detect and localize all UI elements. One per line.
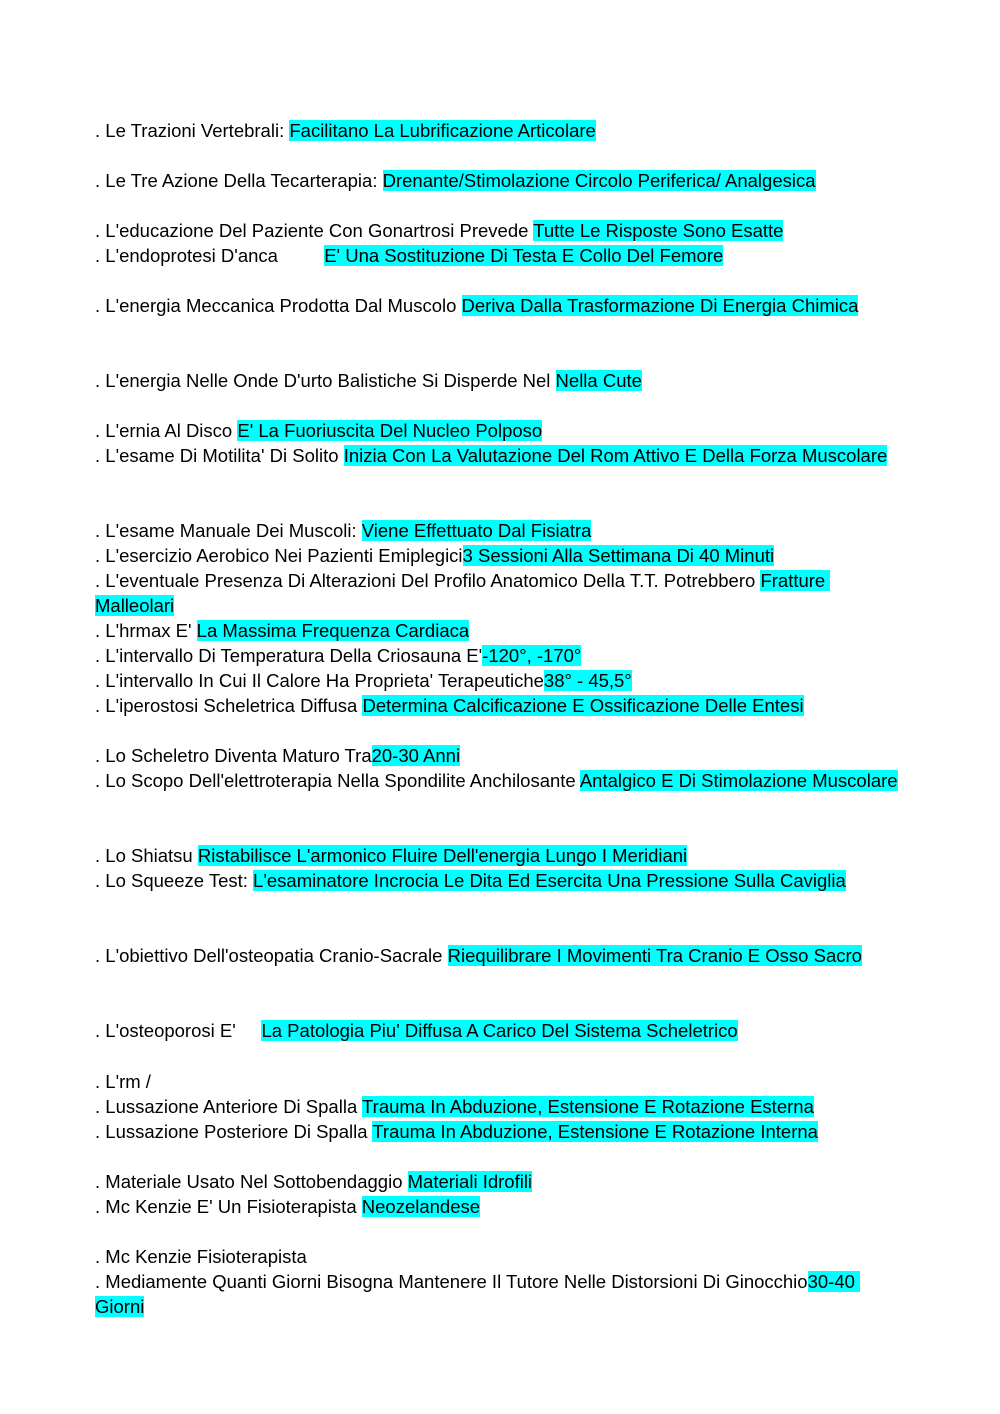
question-text: . L'esercizio Aerobico Nei Pazienti Emiplegici	[95, 545, 463, 566]
answer-highlight: Facilitano La Lubrificazione Articolare	[289, 120, 596, 141]
answer-highlight: Viene Effettuato Dal Fisiatra	[361, 520, 592, 541]
entry-sottobendaggio	[95, 1169, 905, 1194]
entry-calore-terapeutico	[95, 668, 905, 693]
entry-scheletro-maturo	[95, 743, 905, 768]
entry-esame-manuale	[95, 518, 905, 543]
question-text: . L'esame Manuale Dei Muscoli:	[95, 520, 362, 541]
answer-highlight: Fratture Malleolari	[95, 570, 831, 616]
answer-highlight: Trauma In Abduzione, Estensione E Rotazione Interna	[372, 1121, 818, 1142]
answer-highlight: Trauma In Abduzione, Estensione E Rotazione Esterna	[362, 1096, 814, 1117]
entry-squeeze-test	[95, 868, 905, 893]
question-text: . L'intervallo In Cui Il Calore Ha Proprieta' Terapeutiche	[95, 670, 544, 691]
answer-highlight: Ristabilisce L'armonico Fluire Dell'energia Lungo I Meridiani	[197, 845, 688, 866]
answer-highlight: Drenante/Stimolazione Circolo Periferica/ Analgesica	[382, 170, 816, 191]
entry-criosauna	[95, 643, 905, 668]
question-text: . L'osteoporosi E'	[95, 1020, 262, 1041]
entry-osteoporosi	[95, 1018, 905, 1043]
answer-highlight: L'esaminatore Incrocia Le Dita Ed Esercita Una Pressione Sulla Caviglia	[253, 870, 846, 891]
question-text: . Mc Kenzie Fisioterapista	[95, 1246, 307, 1267]
entry-hrmax	[95, 618, 905, 643]
answer-highlight: Materiali Idrofili	[407, 1171, 533, 1192]
question-text: . Lussazione Posteriore Di Spalla	[95, 1121, 373, 1142]
answer-highlight: Neozelandese	[361, 1196, 481, 1217]
question-text: . Le Trazioni Vertebrali:	[95, 120, 290, 141]
question-text: . Lo Scheletro Diventa Maturo Tra	[95, 745, 372, 766]
entry-tutore-ginocchio	[95, 1269, 905, 1319]
entry-osteopatia-cranio-sacrale	[95, 943, 905, 968]
answer-highlight: -120°, -170°	[482, 645, 582, 666]
entry-profilo-anatomico	[95, 568, 905, 618]
question-text: . L'obiettivo Dell'osteopatia Cranio-Sacrale	[95, 945, 448, 966]
entry-esame-motilita	[95, 443, 905, 468]
question-text: . Lo Squeeze Test:	[95, 870, 254, 891]
entry-lussazione-anteriore	[95, 1094, 905, 1119]
question-text: . L'rm /	[95, 1071, 151, 1092]
question-text: . L'eventuale Presenza Di Alterazioni Del Profilo Anatomico Della T.T. Potrebbero	[95, 570, 761, 591]
entry-tecarterapia	[95, 168, 905, 193]
answer-highlight: 3 Sessioni Alla Settimana Di 40 Minuti	[462, 545, 775, 566]
question-text: . L'energia Nelle Onde D'urto Balistiche Si Disperde Nel	[95, 370, 556, 391]
question-text: . Mediamente Quanti Giorni Bisogna Mantenere Il Tutore Nelle Distorsioni Di Ginocchio	[95, 1271, 808, 1292]
entry-mc-kenzie	[95, 1244, 905, 1269]
question-text: . Le Tre Azione Della Tecarterapia:	[95, 170, 383, 191]
answer-highlight: Determina Calcificazione E Ossificazione Delle Entesi	[362, 695, 804, 716]
answer-highlight: Nella Cute	[555, 370, 642, 391]
question-text: . L'esame Di Motilita' Di Solito	[95, 445, 344, 466]
entry-endoprotesi-anca	[95, 243, 905, 268]
answer-highlight: La Patologia Piu' Diffusa A Carico Del Sistema Scheletrico	[261, 1020, 738, 1041]
entry-lussazione-posteriore	[95, 1119, 905, 1144]
entry-trazioni-vertebrali	[95, 118, 905, 143]
question-text: . L'energia Meccanica Prodotta Dal Muscolo	[95, 295, 462, 316]
answer-highlight: 38° - 45,5°	[543, 670, 632, 691]
question-text: . L'endoprotesi D'anca	[95, 245, 325, 266]
entry-iperostosi	[95, 693, 905, 718]
entry-onde-urto	[95, 368, 905, 393]
entry-esercizio-aerobico	[95, 543, 905, 568]
entry-rm	[95, 1069, 905, 1094]
answer-highlight: Deriva Dalla Trasformazione Di Energia Chimica	[461, 295, 859, 316]
entry-mc-kenzie-nazionalita	[95, 1194, 905, 1219]
answer-highlight: Riequilibrare I Movimenti Tra Cranio E Osso Sacro	[447, 945, 862, 966]
question-text: . Mc Kenzie E' Un Fisioterapista	[95, 1196, 362, 1217]
answer-highlight: E' Una Sostituzione Di Testa E Collo Del Femore	[324, 245, 724, 266]
answer-highlight: Tutte Le Risposte Sono Esatte	[533, 220, 784, 241]
entry-elettroterapia-spondilite	[95, 768, 905, 793]
entry-educazione-gonartrosi	[95, 218, 905, 243]
answer-highlight: 30-40 Giorni	[95, 1271, 861, 1317]
question-text: . L'ernia Al Disco	[95, 420, 238, 441]
answer-highlight: E' La Fuoriuscita Del Nucleo Polposo	[237, 420, 543, 441]
answer-highlight: La Massima Frequenza Cardiaca	[196, 620, 470, 641]
question-text: . L'hrmax E'	[95, 620, 197, 641]
entry-energia-meccanica	[95, 293, 905, 318]
question-text: . Materiale Usato Nel Sottobendaggio	[95, 1171, 408, 1192]
question-text: . Lo Shiatsu	[95, 845, 198, 866]
entry-shiatsu	[95, 843, 905, 868]
question-text: . L'educazione Del Paziente Con Gonartrosi Prevede	[95, 220, 534, 241]
question-text: . Lussazione Anteriore Di Spalla	[95, 1096, 363, 1117]
question-text: . Lo Scopo Dell'elettroterapia Nella Spondilite Anchilosante	[95, 770, 580, 791]
question-text: . L'intervallo Di Temperatura Della Criosauna E'	[95, 645, 483, 666]
answer-highlight: Inizia Con La Valutazione Del Rom Attivo E Della Forza Muscolare	[343, 445, 888, 466]
question-text: . L'iperostosi Scheletrica Diffusa	[95, 695, 363, 716]
entry-ernia-disco	[95, 418, 905, 443]
answer-highlight: 20-30 Anni	[371, 745, 461, 766]
answer-highlight: Antalgico E Di Stimolazione Muscolare	[579, 770, 898, 791]
